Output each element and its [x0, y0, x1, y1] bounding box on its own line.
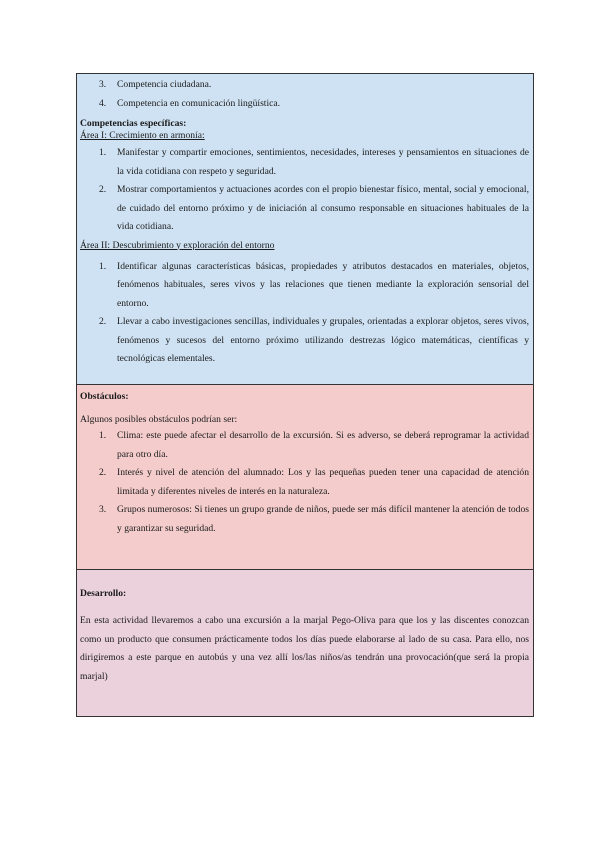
list-item: 1. Clima: este puede afectar el desarrollo de la excursión. Si es adverso, se deberá reprogramar la actividad para otro día. — [99, 430, 529, 460]
area-2-title: Área II: Descubrimiento y exploración del entorno — [80, 239, 275, 251]
list-item: 2. Llevar a cabo investigaciones sencillas, individuales y grupales, orientadas a explorar objetos, seres vivos, fenómenos y sucesos del entorno próximo utilizando destrezas lógico matemáticas, científicas y tecnológicas elementales. — [99, 316, 529, 364]
competencies-cell — [77, 74, 533, 385]
area-1-list — [80, 142, 529, 237]
area-2-list — [80, 252, 529, 369]
list-item: 1. Manifestar y compartir emociones, sentimientos, necesidades, intereses y pensamientos en situaciones de la vida cotidiana con respeto y seguridad. — [99, 147, 529, 177]
obstacles-cell — [77, 385, 533, 570]
list-item: 1. Identificar algunas características básicas, propiedades y atributos destacados en materiales, objetos, fenómenos habituales, seres vivos y las relaciones que tienen mediante la exploración sensorial del entorno. — [99, 260, 529, 309]
lesson-plan-table — [76, 73, 534, 717]
list-item: 3. Grupos numerosos: Si tienes un grupo grande de niños, puede ser más difícil mantener la atención de todos y garantizar su seguridad. — [99, 504, 529, 534]
development-cell — [77, 570, 533, 716]
list-item: 3. Competencia ciudadana. — [99, 79, 212, 90]
obstacles-list — [80, 427, 529, 538]
obstacles-heading: Obstáculos: — [80, 391, 129, 402]
obstacles-intro: Algunos posibles obstáculos podrían ser: — [80, 414, 238, 425]
development-text: En esta actividad llevaremos a cabo una excursión a la marjal Pego-Oliva para que los y las discentes conozcan como un producto que consumen prácticamente todos los días puede elaborarse al lado de su casa. Para ello, nos dirigiremos a este parque en autobús y una vez allí los/las niños/as tendrán una provocación(que será la propia marjal) — [80, 615, 529, 682]
list-item: 2. Mostrar comportamientos y actuaciones acordes con el propio bienestar físico, mental, social y emocional, de cuidado del entorno próximo y de iniciación al consumo responsable en situaciones habituales de la vida cotidiana. — [99, 184, 529, 232]
area-1-title: Área I: Crecimiento en armonía: — [80, 130, 205, 141]
specific-competencies-heading: Competencias específicas: — [80, 118, 187, 129]
list-item: 4. Competencia en comunicación lingüística. — [99, 97, 281, 109]
development-heading: Desarrollo: — [80, 588, 127, 599]
list-item: 2. Interés y nivel de atención del alumnado: Los y las pequeñas pueden tener una capacidad de atención limitada y diferentes niveles de interés en la naturaleza. — [99, 467, 529, 497]
key-competencies-list — [80, 74, 529, 113]
